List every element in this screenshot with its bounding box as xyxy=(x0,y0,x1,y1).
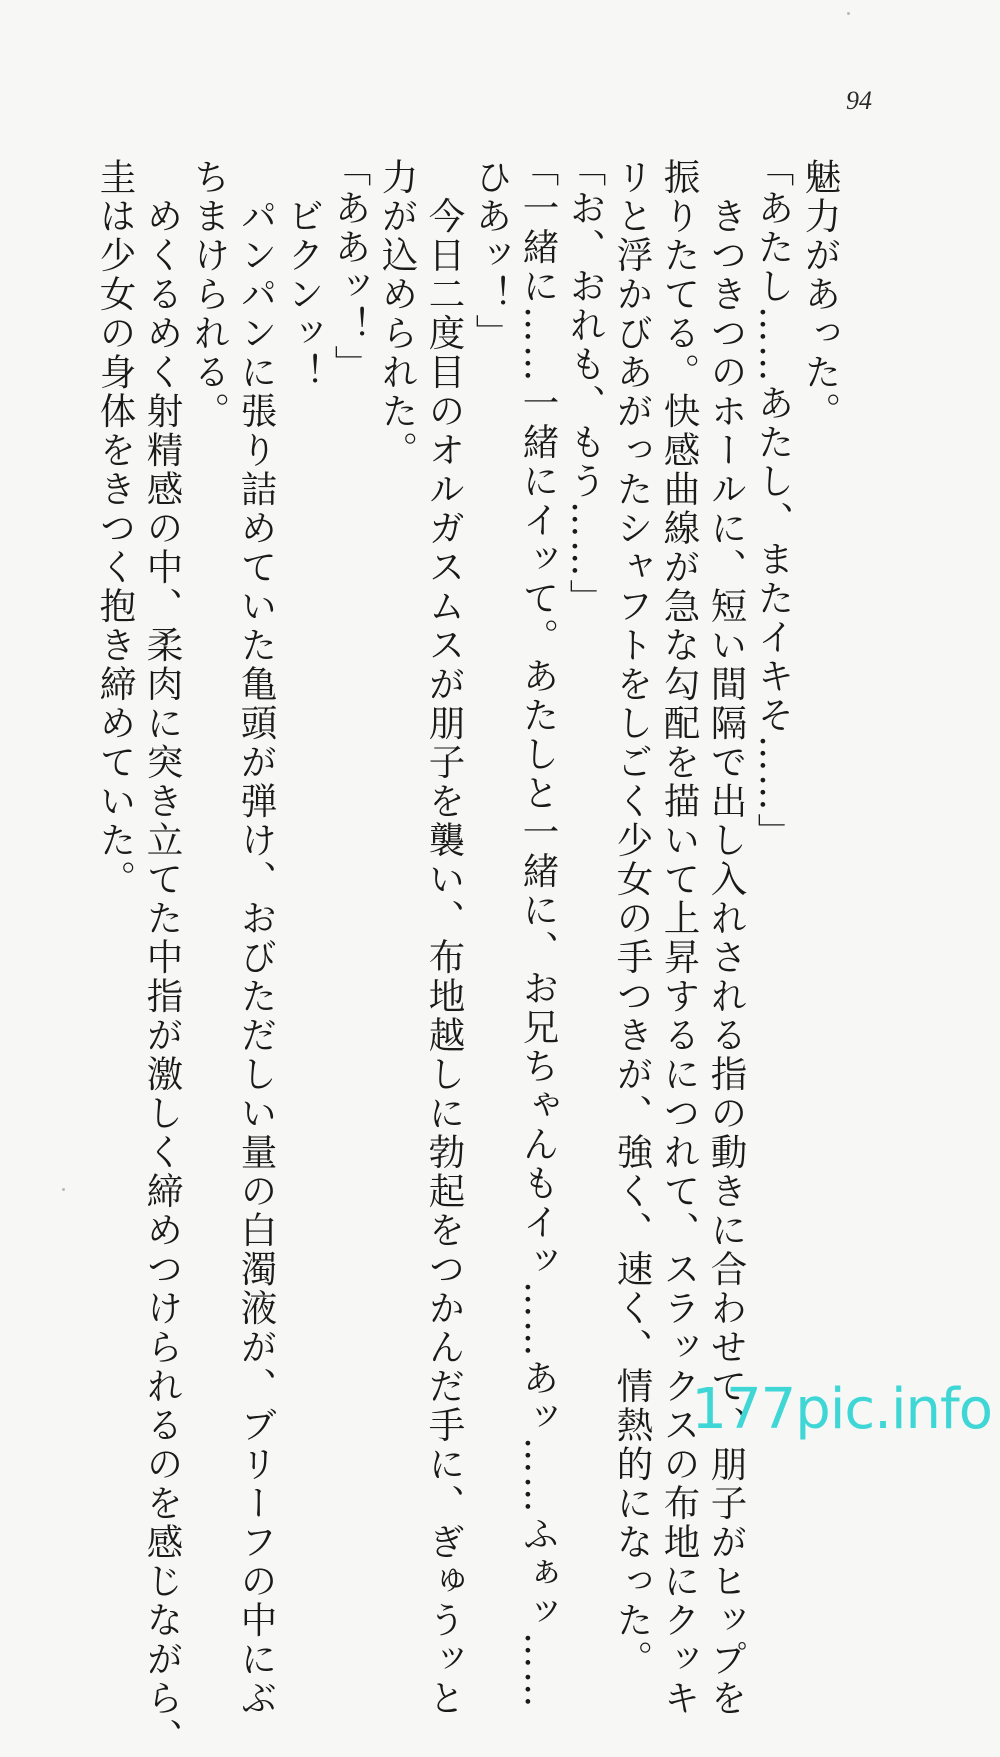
text-line: 「ああッ！」 xyxy=(329,150,372,384)
text-line: 振りたてる。快感曲線が急な勾配を描いて上昇するにつれて、スラックスの布地にクッキ xyxy=(658,158,701,1718)
text-line: リと浮かびあがったシャフトをしごく少女の手つきが、強く、速く、情熱的になった。 xyxy=(611,158,654,1679)
text-line: ひあッ！」 xyxy=(470,158,513,353)
text-line: ビクンッ！ xyxy=(282,158,325,392)
text-line: 圭は少女の身体をきつく抱き締めていた。 xyxy=(94,158,137,899)
page-number: 94 xyxy=(846,86,872,115)
text-line: 今日二度目のオルガスムスが朋子を襲い、布地越しに勃起をつかんだ手に、ぎゅうッと xyxy=(423,158,466,1718)
text-line: 力が込められた。 xyxy=(376,158,419,470)
text-line: きつきつのホールに、短い間隔で出し入れされる指の動きに合わせて、朋子がヒップを xyxy=(705,158,748,1718)
site-watermark: 177pic.info xyxy=(691,1377,992,1442)
text-line: 魅力があった。 xyxy=(799,158,842,431)
text-line: パンパンに張り詰めていた亀頭が弾け、おびただしい量の白濁液が、ブリーフの中にぶ xyxy=(235,158,278,1718)
scan-speck xyxy=(847,12,850,15)
text-line: 「あたし……あたし、またイキそ……」 xyxy=(752,150,795,852)
text-line: ちまけられる。 xyxy=(188,158,231,431)
text-line: 「お、おれも、もう……」 xyxy=(564,150,607,618)
scan-speck xyxy=(62,1188,65,1191)
text-line: 「一緒に……一緒にイッて。あたしと一緒に、お兄ちゃんもイッ……あッ……ふぁッ…… xyxy=(517,150,560,1710)
text-line: めくるめく射精感の中、柔肉に突き立てた中指が激しく締めつけられるのを感じながら、 xyxy=(141,158,184,1757)
